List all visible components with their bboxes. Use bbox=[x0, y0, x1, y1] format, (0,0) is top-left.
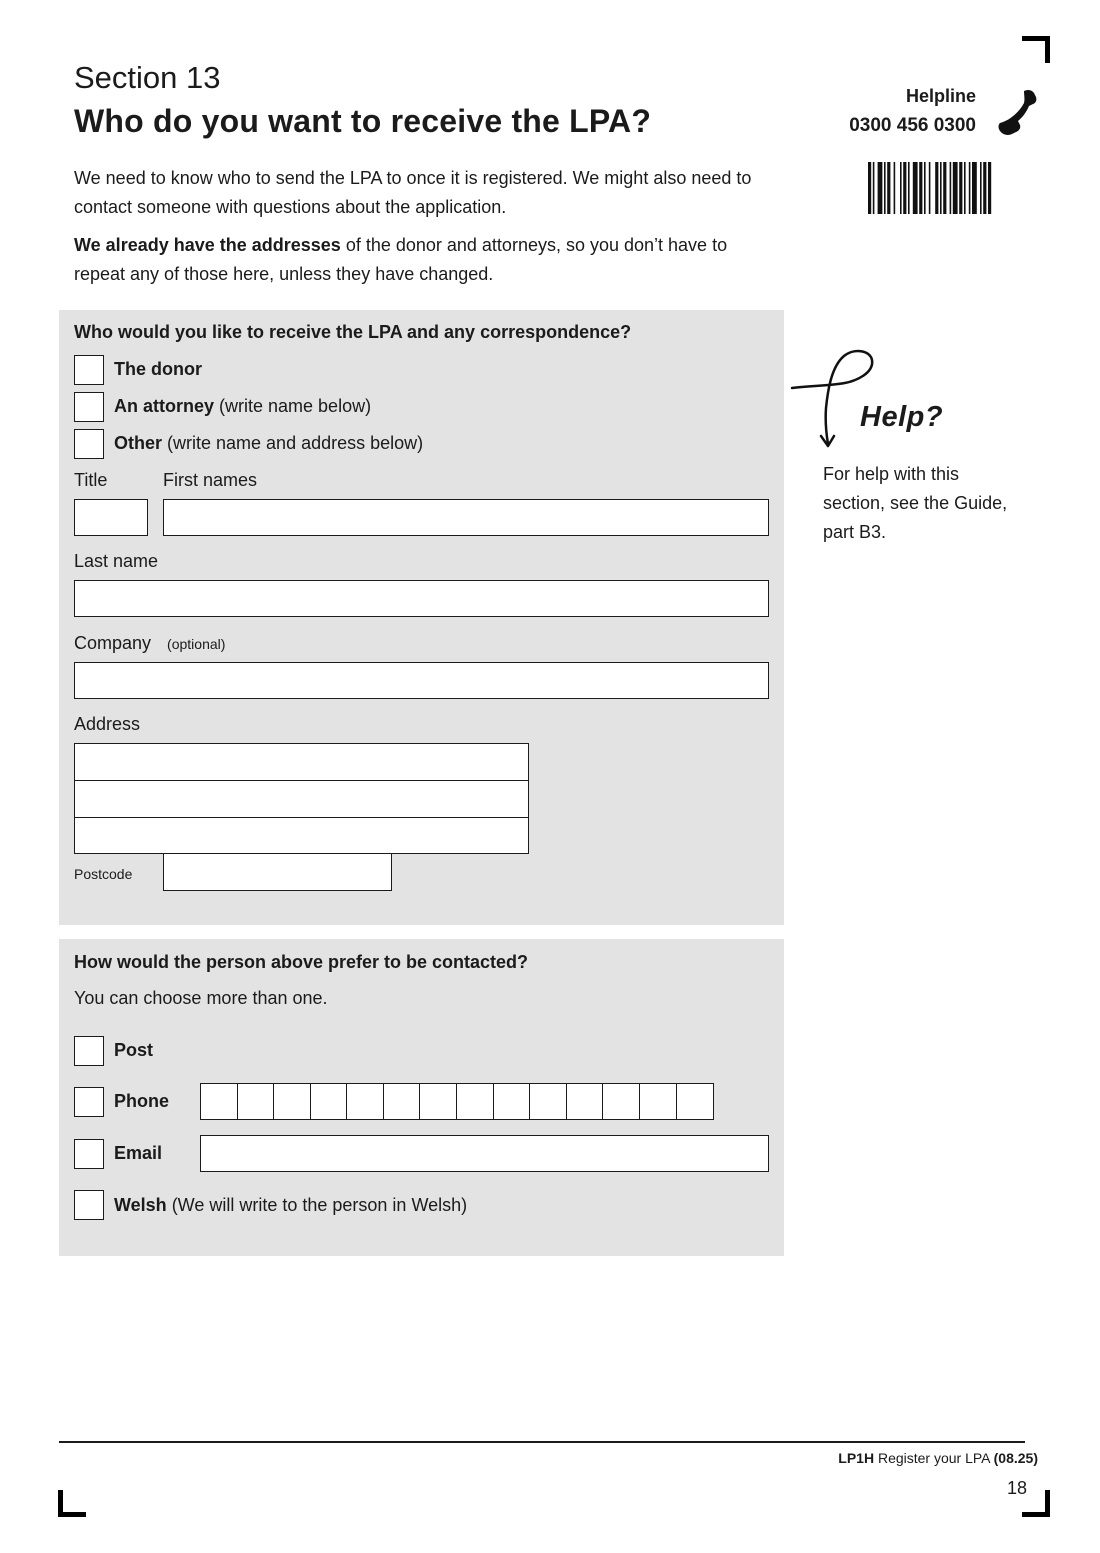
footer-divider bbox=[59, 1441, 1025, 1443]
attorney-option-label: An attorney (write name below) bbox=[114, 396, 372, 416]
intro-paragraph: We need to know who to send the LPA to once it is registered. We might also need to contact someone with questions about the application. bbox=[74, 168, 752, 217]
email-field[interactable] bbox=[200, 1135, 769, 1172]
title-label: Title bbox=[74, 470, 108, 490]
other-option-label: Other (write name and address below) bbox=[114, 433, 424, 453]
donor-checkbox[interactable] bbox=[74, 355, 104, 385]
postcode-label: Postcode bbox=[74, 866, 133, 882]
curly-arrow-icon bbox=[788, 348, 880, 452]
phone-number-field[interactable] bbox=[200, 1083, 714, 1120]
welsh-checkbox[interactable] bbox=[74, 1190, 104, 1220]
other-checkbox[interactable] bbox=[74, 429, 104, 459]
barcode-image bbox=[868, 162, 1026, 214]
phone-label: Phone bbox=[114, 1091, 170, 1111]
contact-hint: You can choose more than one. bbox=[74, 988, 328, 1008]
title-field[interactable] bbox=[74, 499, 148, 536]
email-label: Email bbox=[114, 1143, 163, 1163]
company-field[interactable] bbox=[74, 662, 769, 699]
last-name-label: Last name bbox=[74, 551, 159, 571]
address-line-3[interactable] bbox=[74, 817, 529, 854]
help-text: For help with this section, see the Guide, part B3. bbox=[823, 464, 1008, 542]
intro-rest: of the donor and attorneys, so you don’t have to repeat any of those here, unless they have changed. bbox=[74, 235, 728, 284]
page-title: Who do you want to receive the LPA? bbox=[74, 103, 652, 139]
address-label: Address bbox=[74, 714, 141, 734]
welsh-option-label: Welsh (We will write to the person in Welsh) bbox=[114, 1195, 468, 1215]
page-number: 18 bbox=[1006, 1478, 1027, 1498]
phone-icon bbox=[994, 88, 1040, 136]
post-label: Post bbox=[114, 1040, 154, 1060]
donor-option-label: The donor bbox=[114, 359, 202, 379]
section-number: Section 13 bbox=[74, 60, 221, 95]
company-label: Company (optional) bbox=[74, 633, 226, 653]
post-checkbox[interactable] bbox=[74, 1036, 104, 1066]
helpline-label: Helpline bbox=[905, 86, 976, 106]
first-names-label: First names bbox=[163, 470, 258, 490]
postcode-field[interactable] bbox=[163, 853, 392, 891]
attorney-checkbox[interactable] bbox=[74, 392, 104, 422]
recipient-question: Who would you like to receive the LPA and any correspondence? bbox=[74, 322, 632, 342]
helpline-number: 0300 456 0300 bbox=[849, 115, 976, 136]
address-line-1[interactable] bbox=[74, 743, 529, 781]
first-names-field[interactable] bbox=[163, 499, 769, 536]
intro-emphasis: We already have the addresses bbox=[74, 235, 341, 255]
help-title: Help? bbox=[860, 401, 944, 433]
phone-checkbox[interactable] bbox=[74, 1087, 104, 1117]
intro-paragraph-addresses bbox=[74, 231, 774, 289]
corner-mark bbox=[58, 1512, 86, 1517]
contact-question: How would the person above prefer to be contacted? bbox=[74, 952, 529, 972]
corner-mark bbox=[1045, 36, 1050, 63]
email-checkbox[interactable] bbox=[74, 1139, 104, 1169]
form-reference: LP1H Register your LPA (08.25) bbox=[838, 1450, 1038, 1466]
corner-mark bbox=[1022, 1512, 1050, 1517]
last-name-field[interactable] bbox=[74, 580, 769, 617]
address-line-2[interactable] bbox=[74, 780, 529, 818]
